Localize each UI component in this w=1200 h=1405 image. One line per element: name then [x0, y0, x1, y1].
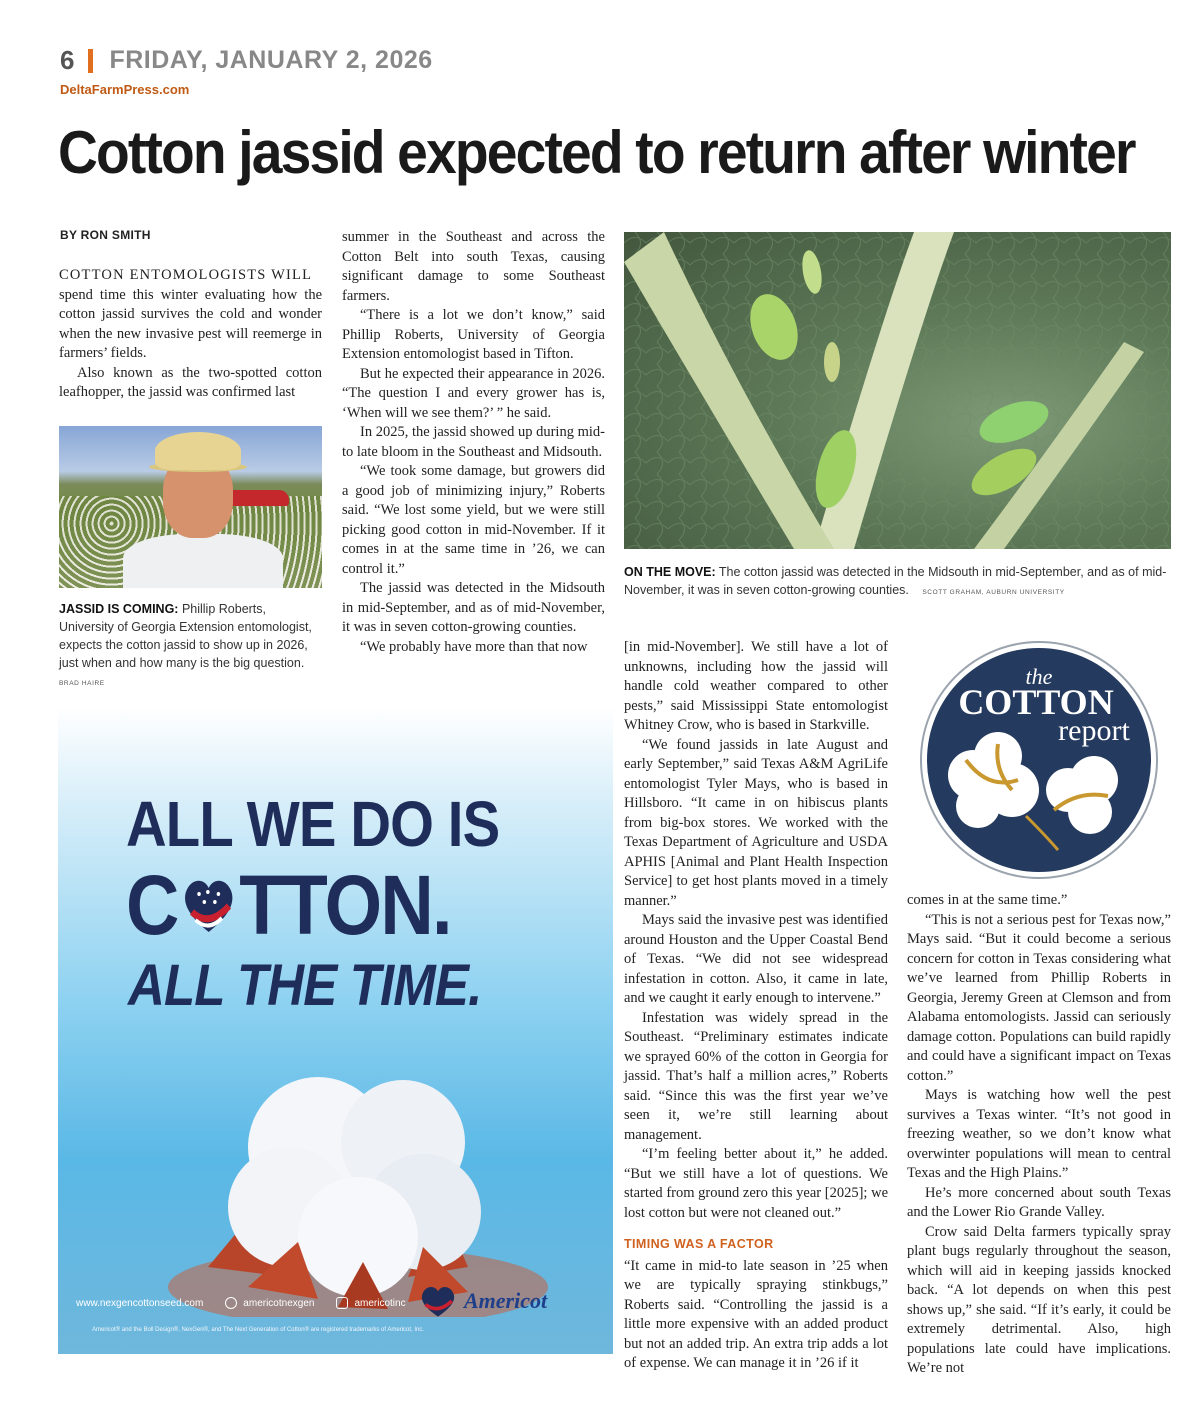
paragraph: He’s more concerned about south Texas and the Lower Rio Grande Valley.: [907, 1184, 1171, 1220]
photo-caption-jassid: [624, 563, 1171, 602]
photo-caption-roberts: [59, 600, 324, 693]
ad-website-link[interactable]: www.nexgencottonseed.com: [76, 1297, 204, 1309]
paragraph: [in mid-November]. We still have a lot of unknowns, including how the jassid will handle cold weather compared to other pests,” said Mississippi State entomologist Whitney Crow, who is based in Starkville.: [624, 639, 888, 733]
ad-headline-line2: [126, 857, 451, 954]
paragraph: Infestation was widely spread in the Southeast. “Preliminary estimates indicate we sprayed 60% of the cotton in Georgia for jassid. That’s half a million acres,” Roberts said. “Since this was the first year we’ve seen it, we’re still learning about management.: [624, 1009, 888, 1143]
logo-report: report: [1058, 714, 1130, 747]
ad-headline-line1: ALL WE DO IS: [126, 788, 500, 860]
leaf-texture: [624, 232, 1171, 549]
paragraph: Also known as the two-spotted cotton leafhopper, the jassid was confirmed last: [59, 364, 322, 400]
cotton-report-logo: [908, 640, 1170, 880]
headline: Cotton jassid expected to return after winter: [58, 119, 1135, 186]
paragraph: “This is not a serious pest for Texas now,” Mays said. “But it could become a serious concern for cotton in Texas considering what we’ve learned from Phillip Roberts in Georgia, Jeremy Green at Clemson and from Alabama entomologists. Jassid can seriously damage cotton. Populations can build rapidly and could have a significant impact on Texas cotton.”: [907, 911, 1171, 1084]
americot-advertisement[interactable]: [58, 707, 613, 1354]
issue-date: FRIDAY, JANUARY 2, 2026: [109, 46, 433, 74]
paragraph: Mays is watching how well the pest survives a Texas winter. “It’s not good in freezing weather, so we don’t know what overwinter populations will mean to central Texas and the High Plains.”: [907, 1087, 1171, 1181]
caption-lead: JASSID IS COMING:: [59, 602, 179, 616]
paragraph: “We probably have more than that now: [360, 638, 588, 655]
paragraph: Mays said the invasive pest was identified around Houston and the Upper Coastal Bend of Texas. “We did not see widespread infestation in cotton. Also, it came in late, and we caught it early enough to intervene.”: [624, 912, 888, 1006]
page-number: 6: [60, 45, 75, 75]
paragraph: “We took some damage, but growers did a good job of minimizing injury,” Roberts said. “We lost some yield, but we were still picking good cotton in mid-November. If it comes in at the same time in ’26, we can control it.”: [342, 463, 605, 577]
lead-paragraph-caps: COTTON ENTOMOLOGISTS WILL: [59, 267, 313, 283]
facebook-handle: americotnexgen: [243, 1297, 315, 1309]
paragraph: spend time this winter evaluating how the cotton jassid survives the cold and wonder when the new invasive pest will reemerge in farmers’ fields.: [59, 286, 322, 361]
article-column-2: [342, 228, 605, 657]
article-column-1: [59, 266, 322, 403]
ad-cotton-c: C: [126, 858, 178, 952]
ad-cotton-rest: TTON.: [239, 858, 451, 952]
byline: BY RON SMITH: [60, 228, 151, 242]
caption-text: The cotton jassid was detected in the Midsouth in mid-September, and as of mid-November, it was in seven cotton-growing counties.: [624, 565, 1167, 597]
ad-legal-text: Americot® and the Boll Design®, NexGen®, and The Next Generation of Cotton® are registered trademarks of Americot, Inc.: [92, 1327, 425, 1333]
facebook-icon: [225, 1297, 237, 1309]
paragraph: summer in the Southeast and across the Cotton Belt into south Texas, causing significant damage to some Southeast farmers.: [342, 229, 605, 304]
paragraph: “It came in mid-to late season in ’25 when we are typically spraying stinkbugs,” Roberts said. “Controlling the jassid is a little more expensive with an added product but not an added trip. An extra trip adds a lot of expense. We can manage it in ’26 if it: [624, 1257, 888, 1371]
article-column-3: [624, 638, 888, 1374]
brand-name: Americot: [464, 1288, 548, 1313]
header-separator: [88, 49, 93, 73]
logo-the: the: [1025, 664, 1053, 689]
page-header: [60, 45, 433, 76]
photo-phillip-roberts: [59, 426, 322, 588]
caption-lead: ON THE MOVE:: [624, 565, 716, 579]
photo-credit: BRAD HAIRE: [59, 680, 105, 687]
americot-heart-icon: [418, 1283, 458, 1319]
logo-cotton: COTTON: [958, 682, 1114, 722]
paragraph: “I’m feeling better about it,” he added. “But we still have a lot of questions. We started from ground zero this year [2025]; we lost cotton but were not cleaned out.”: [624, 1146, 888, 1221]
paragraph: But he expected their appearance in 2026. “The question I and every grower has is, ‘When will we see them?’ ” he said.: [342, 365, 605, 421]
ad-instagram[interactable]: [336, 1297, 405, 1309]
paragraph: “There is a lot we don’t know,” said Phillip Roberts, University of Georgia Extension entomologist based in Tifton.: [342, 307, 605, 362]
article-column-4: [907, 891, 1171, 1379]
americot-brand: [418, 1283, 547, 1319]
cotton-boll-photo: [168, 1037, 548, 1317]
site-link[interactable]: DeltaFarmPress.com: [60, 82, 190, 97]
paragraph: Crow said Delta farmers typically spray plant bugs regularly throughout the season, which will aid in keeping jassids knocked back. “A lot depends on when this pest shows up,” she said. “If it’s early, it could be extremely detrimental. Also, high populations late could have implications. We’re not: [907, 1223, 1171, 1376]
caption-text: Phillip Roberts, University of Georgia Extension entomologist, expects the cotton jassid to show up in 2026, just when and how many is the big question.: [59, 602, 312, 670]
ad-facebook[interactable]: [225, 1297, 314, 1309]
paragraph: “We found jassids in late August and early September,” said Texas A&M AgriLife entomologist Tyler Mays, who is based in Hillsboro. “It came in on hibiscus plants from big-box stores. We worked with the Texas Department of Agriculture and USDA APHIS [Animal and Plant Health Inspection Service] to get host plants moved in a timely manner.”: [624, 736, 888, 909]
paragraph: In 2025, the jassid showed up during mid- to late bloom in the Southeast and Midsouth.: [342, 424, 605, 460]
photo-cotton-jassid: [624, 232, 1171, 549]
ad-headline-line3: ALL THE TIME.: [128, 953, 482, 1018]
paragraph: comes in at the same time.”: [907, 892, 1068, 908]
flag-heart-icon: [179, 861, 237, 927]
subhead: TIMING WAS A FACTOR: [624, 1237, 774, 1251]
paragraph: The jassid was detected in the Midsouth in mid-September, and as of mid-November, it was in seven cotton-growing counties.: [342, 580, 605, 635]
instagram-icon: [336, 1297, 348, 1309]
photo-credit: SCOTT GRAHAM, AUBURN UNIVERSITY: [922, 589, 1065, 596]
instagram-handle: americotinc: [354, 1297, 406, 1309]
